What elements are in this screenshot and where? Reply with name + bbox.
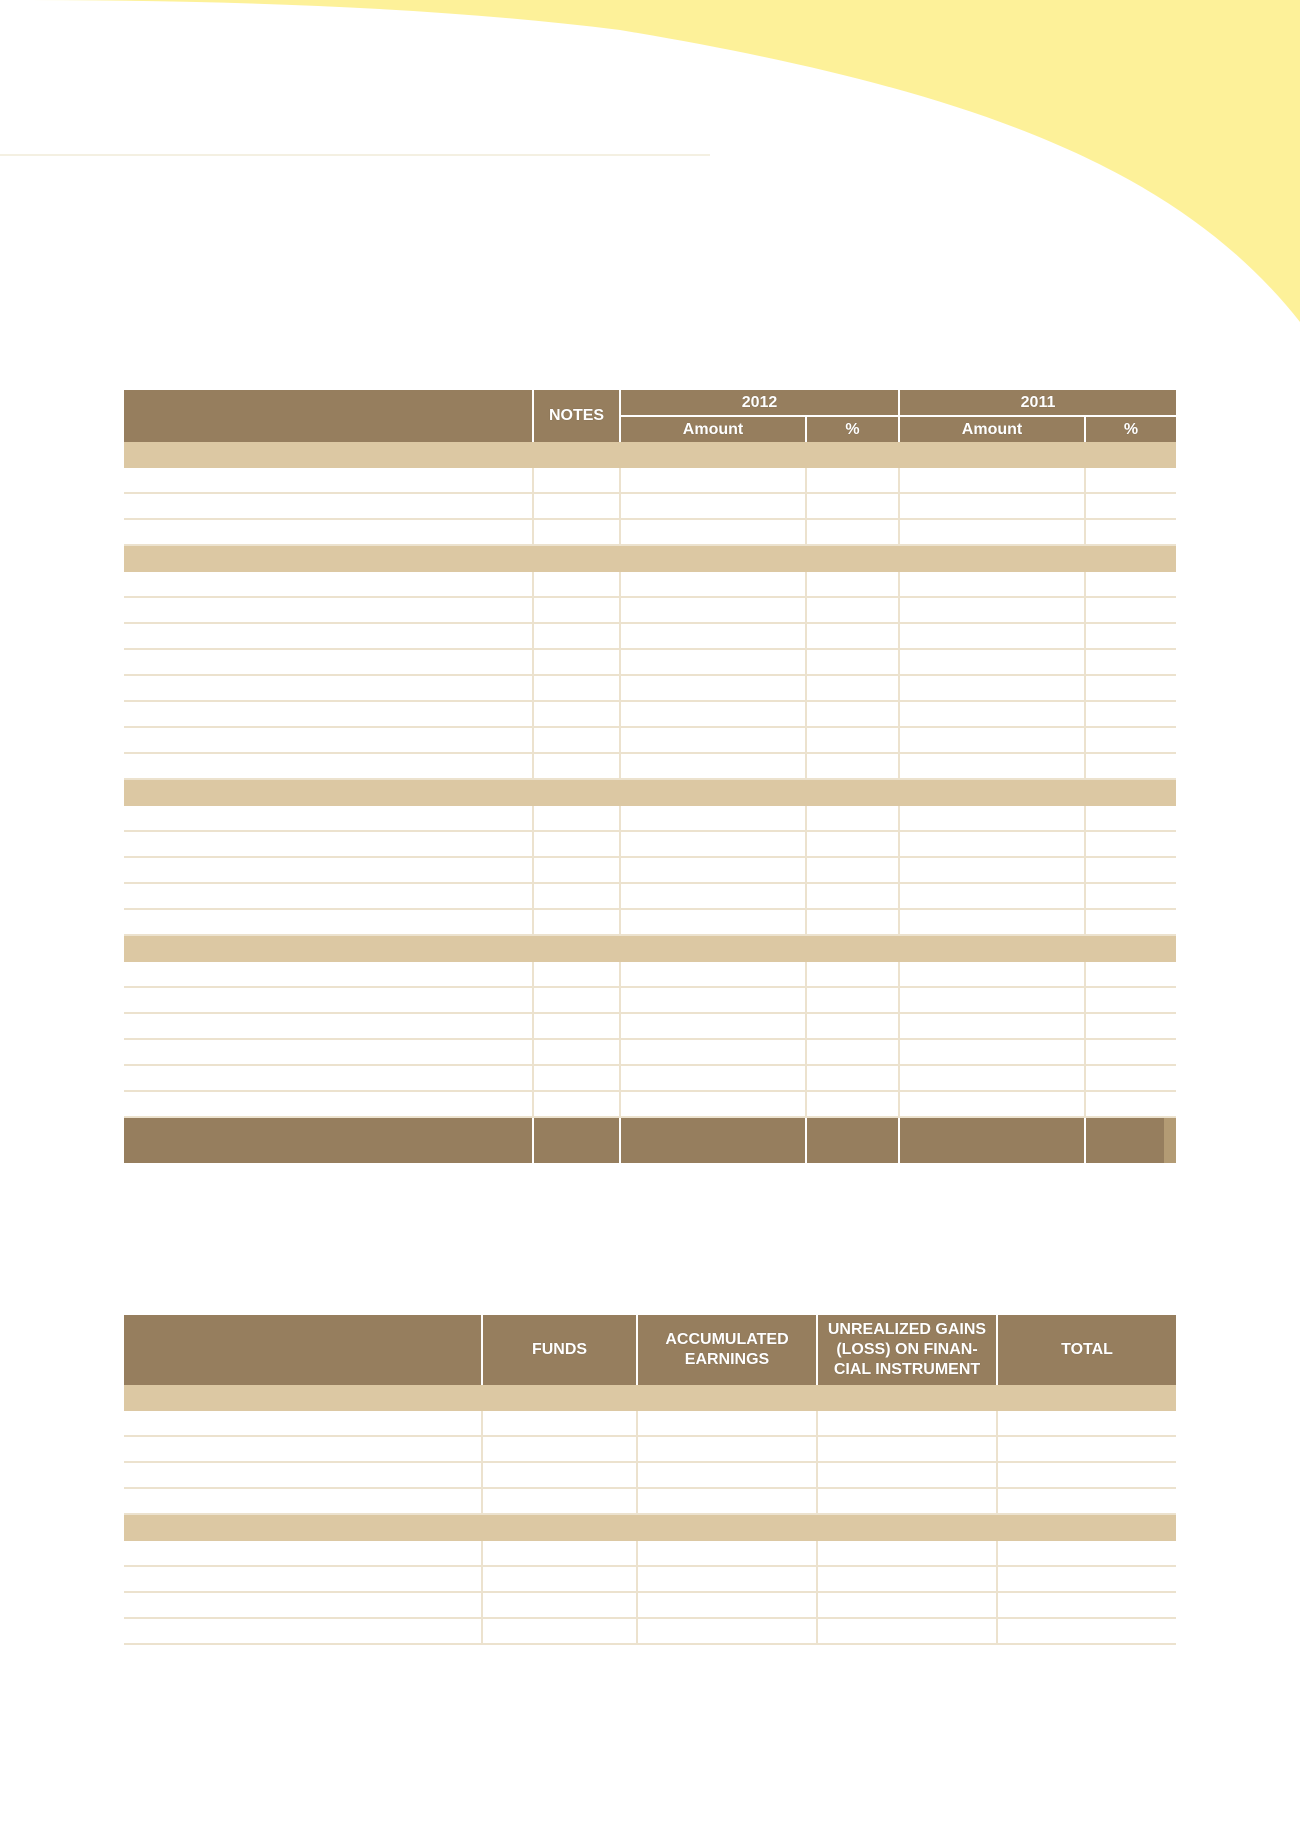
table-cell bbox=[620, 727, 806, 753]
table-cell bbox=[482, 1488, 637, 1514]
table-cell bbox=[482, 1566, 637, 1592]
table-cell bbox=[124, 727, 533, 753]
table-cell bbox=[899, 649, 1085, 675]
table-cell bbox=[620, 493, 806, 519]
table-cell bbox=[997, 1436, 1176, 1462]
table-cell bbox=[1085, 649, 1176, 675]
header-percent-2012: % bbox=[806, 416, 899, 442]
table-cell bbox=[899, 519, 1085, 545]
header-amount-2011: Amount bbox=[899, 416, 1085, 442]
table-cell bbox=[124, 468, 533, 493]
table-row bbox=[124, 468, 1176, 493]
table-cell bbox=[124, 572, 533, 597]
financial-statement-table bbox=[124, 390, 1176, 1163]
section-header-row bbox=[124, 1514, 1176, 1541]
table-cell bbox=[620, 1013, 806, 1039]
table-row bbox=[124, 753, 1176, 779]
table-cell bbox=[997, 1541, 1176, 1566]
table-cell bbox=[899, 572, 1085, 597]
table-cell bbox=[997, 1462, 1176, 1488]
total-cell bbox=[533, 1117, 620, 1163]
table-cell bbox=[533, 831, 620, 857]
table-cell bbox=[533, 1091, 620, 1117]
table-row bbox=[124, 1488, 1176, 1514]
total-accent-bar bbox=[1164, 1118, 1176, 1163]
header-amount-2012: Amount bbox=[620, 416, 806, 442]
table-cell bbox=[533, 701, 620, 727]
table-row bbox=[124, 701, 1176, 727]
table-cell bbox=[124, 987, 533, 1013]
table-row bbox=[124, 649, 1176, 675]
yellow-swoosh-shape bbox=[0, 0, 1300, 322]
table-cell bbox=[806, 806, 899, 831]
table-cell bbox=[899, 1013, 1085, 1039]
table-cell bbox=[124, 806, 533, 831]
table-cell bbox=[124, 1592, 482, 1618]
table-row bbox=[124, 1592, 1176, 1618]
table-cell bbox=[899, 1065, 1085, 1091]
table-cell bbox=[124, 1013, 533, 1039]
table-cell bbox=[899, 831, 1085, 857]
table-cell bbox=[620, 519, 806, 545]
table-cell bbox=[1085, 1013, 1176, 1039]
table-cell bbox=[997, 1592, 1176, 1618]
table-cell bbox=[482, 1411, 637, 1436]
table-cell bbox=[620, 909, 806, 935]
table-cell bbox=[817, 1436, 997, 1462]
table-cell bbox=[997, 1411, 1176, 1436]
header-funds: FUNDS bbox=[482, 1315, 637, 1385]
header-description bbox=[124, 1315, 482, 1385]
table-cell bbox=[806, 519, 899, 545]
table-cell bbox=[817, 1618, 997, 1644]
table-cell bbox=[533, 649, 620, 675]
table-cell bbox=[533, 519, 620, 545]
table-cell bbox=[1085, 962, 1176, 987]
section-header-cell bbox=[124, 1385, 1176, 1411]
table-cell bbox=[637, 1411, 817, 1436]
table-cell bbox=[899, 468, 1085, 493]
table-cell bbox=[620, 701, 806, 727]
section-header-cell bbox=[124, 1514, 1176, 1541]
table-cell bbox=[806, 883, 899, 909]
table-cell bbox=[620, 1065, 806, 1091]
table-row bbox=[124, 1065, 1176, 1091]
table-cell bbox=[899, 806, 1085, 831]
table-cell bbox=[124, 1566, 482, 1592]
table-cell bbox=[620, 831, 806, 857]
header-year-2011: 2011 bbox=[899, 390, 1176, 416]
table-cell bbox=[806, 857, 899, 883]
table-cell bbox=[124, 597, 533, 623]
table-cell bbox=[637, 1541, 817, 1566]
total-cell bbox=[124, 1117, 533, 1163]
table-row bbox=[124, 572, 1176, 597]
table-row bbox=[124, 1618, 1176, 1644]
section-header-row bbox=[124, 1385, 1176, 1411]
table-cell bbox=[806, 675, 899, 701]
table-cell bbox=[533, 1013, 620, 1039]
table-cell bbox=[533, 909, 620, 935]
table-row bbox=[124, 1091, 1176, 1117]
table-cell bbox=[806, 701, 899, 727]
table-cell bbox=[806, 468, 899, 493]
table-cell bbox=[533, 883, 620, 909]
table-cell bbox=[817, 1488, 997, 1514]
header-notes: NOTES bbox=[533, 390, 620, 442]
table-cell bbox=[620, 597, 806, 623]
table-cell bbox=[806, 1091, 899, 1117]
table-cell bbox=[806, 1013, 899, 1039]
table-cell bbox=[533, 727, 620, 753]
table-cell bbox=[533, 493, 620, 519]
table-cell bbox=[1085, 909, 1176, 935]
table-cell bbox=[899, 675, 1085, 701]
table-cell bbox=[806, 962, 899, 987]
table-cell bbox=[817, 1541, 997, 1566]
table-row bbox=[124, 1541, 1176, 1566]
table-cell bbox=[806, 753, 899, 779]
header-percent-2011: % bbox=[1085, 416, 1176, 442]
table-cell bbox=[533, 753, 620, 779]
table-cell bbox=[1085, 831, 1176, 857]
table-cell bbox=[1085, 519, 1176, 545]
header-total: TOTAL bbox=[997, 1315, 1176, 1385]
table-cell bbox=[1085, 857, 1176, 883]
table-cell bbox=[620, 883, 806, 909]
table-cell bbox=[533, 962, 620, 987]
table-cell bbox=[124, 1091, 533, 1117]
table-cell bbox=[620, 675, 806, 701]
table-cell bbox=[124, 962, 533, 987]
table-cell bbox=[482, 1462, 637, 1488]
table-cell bbox=[899, 962, 1085, 987]
section-header-cell bbox=[124, 935, 1176, 962]
table-row bbox=[124, 1411, 1176, 1436]
table-cell bbox=[533, 468, 620, 493]
table-cell bbox=[817, 1566, 997, 1592]
table-cell bbox=[1085, 987, 1176, 1013]
table-cell bbox=[899, 883, 1085, 909]
table-cell bbox=[124, 831, 533, 857]
table-cell bbox=[806, 987, 899, 1013]
table-body bbox=[124, 1385, 1176, 1644]
table-cell bbox=[533, 987, 620, 1013]
total-row bbox=[124, 1117, 1176, 1163]
table-cell bbox=[806, 649, 899, 675]
table-cell bbox=[899, 597, 1085, 623]
table-cell bbox=[1085, 701, 1176, 727]
table-body bbox=[124, 442, 1176, 1163]
table-cell bbox=[806, 831, 899, 857]
table-cell bbox=[124, 857, 533, 883]
section-header-row bbox=[124, 779, 1176, 806]
table-row bbox=[124, 962, 1176, 987]
table-cell bbox=[637, 1566, 817, 1592]
table-cell bbox=[620, 468, 806, 493]
table-cell bbox=[482, 1541, 637, 1566]
table-cell bbox=[899, 987, 1085, 1013]
table-cell bbox=[482, 1436, 637, 1462]
table-cell bbox=[533, 572, 620, 597]
table-cell bbox=[533, 623, 620, 649]
table-row bbox=[124, 806, 1176, 831]
table-cell bbox=[806, 623, 899, 649]
table-cell bbox=[899, 727, 1085, 753]
table-cell bbox=[637, 1462, 817, 1488]
table-row bbox=[124, 857, 1176, 883]
section-header-cell bbox=[124, 779, 1176, 806]
table-row bbox=[124, 597, 1176, 623]
table-cell bbox=[899, 493, 1085, 519]
table-cell bbox=[124, 1488, 482, 1514]
header-year-2012: 2012 bbox=[620, 390, 899, 416]
table-cell bbox=[124, 493, 533, 519]
table-cell bbox=[1085, 623, 1176, 649]
header-description bbox=[124, 390, 533, 442]
table-row bbox=[124, 909, 1176, 935]
table-cell bbox=[1085, 468, 1176, 493]
table-cell bbox=[124, 1541, 482, 1566]
table-cell bbox=[806, 572, 899, 597]
table-cell bbox=[637, 1592, 817, 1618]
table-cell bbox=[533, 1039, 620, 1065]
table-cell bbox=[899, 753, 1085, 779]
table-cell bbox=[620, 1091, 806, 1117]
equity-changes-table bbox=[124, 1315, 1176, 1645]
table-cell bbox=[124, 1436, 482, 1462]
table-cell bbox=[124, 623, 533, 649]
table-cell bbox=[1085, 1039, 1176, 1065]
section-header-row bbox=[124, 935, 1176, 962]
table-row bbox=[124, 883, 1176, 909]
table-cell bbox=[997, 1566, 1176, 1592]
header-accumulated-earnings: ACCUMULATED EARNINGS bbox=[637, 1315, 817, 1385]
table-cell bbox=[533, 1065, 620, 1091]
table-cell bbox=[533, 806, 620, 831]
table-cell bbox=[899, 857, 1085, 883]
table-row bbox=[124, 1039, 1176, 1065]
table-cell bbox=[1085, 806, 1176, 831]
total-cell bbox=[806, 1117, 899, 1163]
table-cell bbox=[1085, 1065, 1176, 1091]
table-cell bbox=[1085, 597, 1176, 623]
table-cell bbox=[124, 753, 533, 779]
table-cell bbox=[533, 597, 620, 623]
table-cell bbox=[620, 806, 806, 831]
table-row bbox=[124, 493, 1176, 519]
total-cell bbox=[899, 1117, 1085, 1163]
table-cell bbox=[620, 857, 806, 883]
table-cell bbox=[997, 1488, 1176, 1514]
table-cell bbox=[124, 1462, 482, 1488]
table-cell bbox=[637, 1618, 817, 1644]
table-cell bbox=[899, 623, 1085, 649]
table-row bbox=[124, 1462, 1176, 1488]
table-row bbox=[124, 519, 1176, 545]
table-cell bbox=[817, 1592, 997, 1618]
table-cell bbox=[806, 493, 899, 519]
table-cell bbox=[620, 987, 806, 1013]
table-row bbox=[124, 831, 1176, 857]
table-cell bbox=[620, 962, 806, 987]
table-cell bbox=[124, 701, 533, 727]
table-cell bbox=[806, 597, 899, 623]
table-cell bbox=[637, 1488, 817, 1514]
table-row bbox=[124, 727, 1176, 753]
table-cell bbox=[997, 1618, 1176, 1644]
table-cell bbox=[899, 1039, 1085, 1065]
table-cell bbox=[533, 857, 620, 883]
table-row bbox=[124, 1013, 1176, 1039]
section-header-cell bbox=[124, 442, 1176, 468]
table-cell bbox=[899, 701, 1085, 727]
section-header-row bbox=[124, 442, 1176, 468]
table-cell bbox=[620, 649, 806, 675]
table-row bbox=[124, 623, 1176, 649]
table-cell bbox=[124, 883, 533, 909]
table-cell bbox=[124, 1618, 482, 1644]
table-cell bbox=[533, 675, 620, 701]
header-unrealized-gains: UNREALIZED GAINS (LOSS) ON FINAN- CIAL INSTRUMENT bbox=[817, 1315, 997, 1385]
table-cell bbox=[817, 1411, 997, 1436]
table-cell bbox=[124, 675, 533, 701]
table-row bbox=[124, 1436, 1176, 1462]
table-cell bbox=[1085, 883, 1176, 909]
table-cell bbox=[482, 1618, 637, 1644]
table-cell bbox=[124, 1039, 533, 1065]
table-cell bbox=[806, 1065, 899, 1091]
table-cell bbox=[899, 909, 1085, 935]
table-cell bbox=[806, 909, 899, 935]
section-header-cell bbox=[124, 545, 1176, 572]
table-row bbox=[124, 987, 1176, 1013]
table-cell bbox=[124, 1411, 482, 1436]
total-cell bbox=[1085, 1117, 1176, 1163]
table-cell bbox=[1085, 572, 1176, 597]
table-cell bbox=[482, 1592, 637, 1618]
table-cell bbox=[817, 1462, 997, 1488]
table-row bbox=[124, 675, 1176, 701]
table-cell bbox=[637, 1436, 817, 1462]
total-cell bbox=[620, 1117, 806, 1163]
section-header-row bbox=[124, 545, 1176, 572]
table-cell bbox=[124, 649, 533, 675]
table-cell bbox=[1085, 493, 1176, 519]
table-cell bbox=[124, 909, 533, 935]
table-cell bbox=[806, 727, 899, 753]
table-cell bbox=[124, 1065, 533, 1091]
table-cell bbox=[124, 519, 533, 545]
table-cell bbox=[620, 623, 806, 649]
table-cell bbox=[1085, 675, 1176, 701]
table-cell bbox=[620, 753, 806, 779]
table-row bbox=[124, 1566, 1176, 1592]
table-cell bbox=[1085, 753, 1176, 779]
table-cell bbox=[1085, 1091, 1176, 1117]
table-cell bbox=[899, 1091, 1085, 1117]
table-cell bbox=[620, 1039, 806, 1065]
table-cell bbox=[1085, 727, 1176, 753]
table-cell bbox=[806, 1039, 899, 1065]
table-cell bbox=[620, 572, 806, 597]
